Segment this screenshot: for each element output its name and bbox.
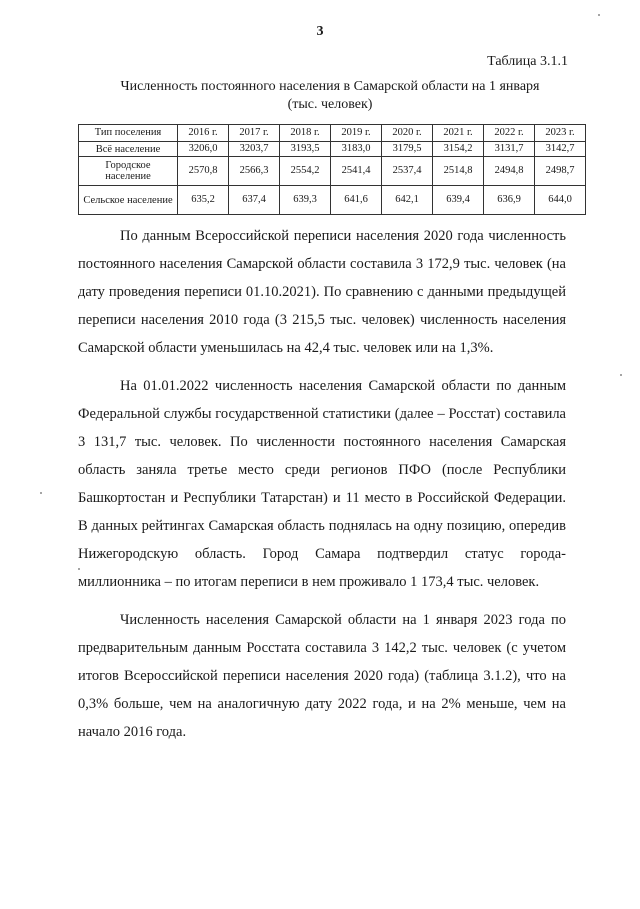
scan-speck bbox=[40, 492, 42, 494]
table-title-line-1: Численность постоянного населения в Самарской области на 1 января bbox=[120, 79, 540, 94]
table-cell: 3142,7 bbox=[535, 142, 586, 157]
table-cell: 637,4 bbox=[229, 186, 280, 215]
table-label: Таблица 3.1.1 bbox=[487, 54, 568, 69]
scan-speck bbox=[78, 568, 80, 570]
table-title bbox=[70, 78, 590, 114]
table-row bbox=[79, 142, 586, 157]
table-cell: 639,3 bbox=[280, 186, 331, 215]
scan-speck bbox=[598, 14, 600, 16]
table-cell: 2566,3 bbox=[229, 157, 280, 186]
table-cell: 636,9 bbox=[484, 186, 535, 215]
table-cell: 641,6 bbox=[331, 186, 382, 215]
paragraph: По данным Всероссийской переписи населения 2020 года численность постоянного населения Самарской области составила 3 172,9 тыс. человек (на дату проведения переписи 01.10.2021). По сравнению с данными предыдущей переписи населения 2010 года (3 215,5 тыс. человек) численность населения Самарской области уменьшилась на 42,4 тыс. человек или на 1,3%. bbox=[78, 228, 566, 356]
population-table bbox=[78, 124, 586, 215]
page-number: 3 bbox=[316, 24, 324, 39]
table-cell: 3203,7 bbox=[229, 142, 280, 157]
body-text bbox=[78, 222, 566, 756]
table-cell: 642,1 bbox=[382, 186, 433, 215]
table-cell: 3179,5 bbox=[382, 142, 433, 157]
column-header: 2017 г. bbox=[229, 125, 280, 142]
table-cell: 2541,4 bbox=[331, 157, 382, 186]
scan-speck bbox=[620, 374, 622, 376]
table-cell: 3193,5 bbox=[280, 142, 331, 157]
table-cell: 3206,0 bbox=[178, 142, 229, 157]
table-cell: 2498,7 bbox=[535, 157, 586, 186]
row-label: Городское население bbox=[79, 157, 178, 186]
table-cell: 2554,2 bbox=[280, 157, 331, 186]
table-cell: 3183,0 bbox=[331, 142, 382, 157]
column-header: 2020 г. bbox=[382, 125, 433, 142]
table-header-row bbox=[79, 125, 586, 142]
paragraph: Численность населения Самарской области на 1 января 2023 года по предварительным данным Росстата составила 3 142,2 тыс. человек (с учетом итогов Всероссийской переписи населения 2020 года) (таблица 3.1.2), что на 0,3% больше, чем на аналогичную дату 2022 года, и на 2% меньше, чем на начало 2016 года. bbox=[78, 612, 566, 740]
table-cell: 635,2 bbox=[178, 186, 229, 215]
table-row bbox=[79, 157, 586, 186]
column-header: 2023 г. bbox=[535, 125, 586, 142]
table-title-line-2: (тыс. человек) bbox=[287, 97, 373, 112]
table-cell: 2494,8 bbox=[484, 157, 535, 186]
table-cell: 644,0 bbox=[535, 186, 586, 215]
table-cell: 639,4 bbox=[433, 186, 484, 215]
column-header: Тип поселения bbox=[79, 125, 178, 142]
column-header: 2019 г. bbox=[331, 125, 382, 142]
table-row bbox=[79, 186, 586, 215]
table-cell: 2514,8 bbox=[433, 157, 484, 186]
paragraph: На 01.01.2022 численность населения Самарской области по данным Федеральной службы государственной статистики (далее – Росстат) составила 3 131,7 тыс. человек. По численности постоянного населения Самарская область заняла третье место среди регионов ПФО (после Республики Башкортостан и Республики Татарстан) и 11 место в Российской Федерации. В данных рейтингах Самарская область поднялась на одну позицию, опередив Нижегородскую область. Город Самара подтвердил статус города-миллионника – по итогам переписи в нем проживало 1 173,4 тыс. человек. bbox=[78, 378, 566, 590]
column-header: 2018 г. bbox=[280, 125, 331, 142]
column-header: 2016 г. bbox=[178, 125, 229, 142]
row-label: Сельское население bbox=[79, 186, 178, 215]
column-header: 2022 г. bbox=[484, 125, 535, 142]
row-label: Всё население bbox=[79, 142, 178, 157]
column-header: 2021 г. bbox=[433, 125, 484, 142]
table-cell: 2570,8 bbox=[178, 157, 229, 186]
table-cell: 2537,4 bbox=[382, 157, 433, 186]
table-cell: 3131,7 bbox=[484, 142, 535, 157]
table-cell: 3154,2 bbox=[433, 142, 484, 157]
